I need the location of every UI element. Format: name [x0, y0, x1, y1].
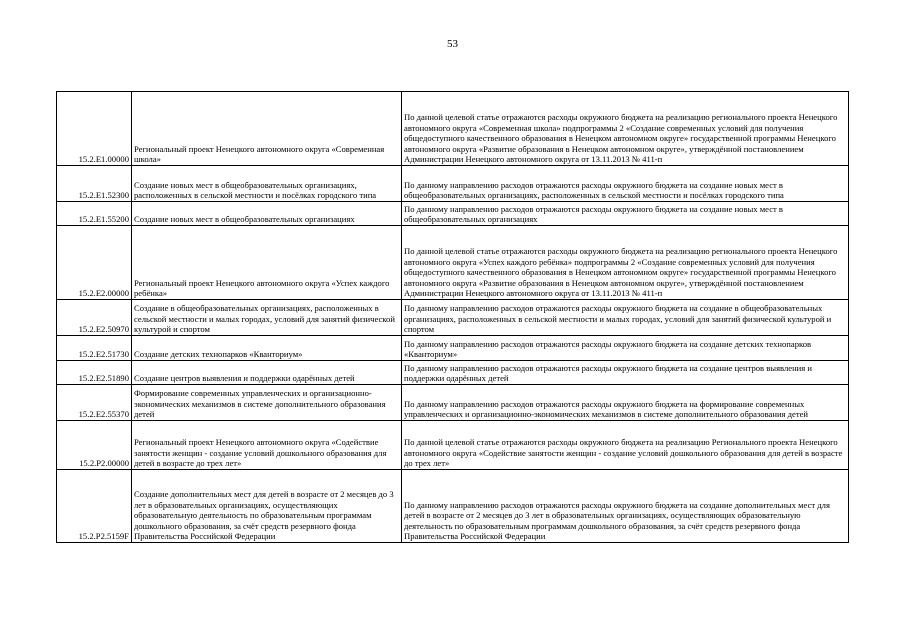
target-article-name: Создание новых мест в общеобразовательных организациях, расположенных в сельской местности и посёлках городского типа — [132, 166, 402, 202]
target-article-code: 15.2.E1.55200 — [57, 202, 132, 226]
table-row — [57, 202, 849, 226]
target-article-description: По данному направлению расходов отражаются расходы окружного бюджета на создание новых мест в общеобразовательных организациях — [402, 202, 849, 226]
target-article-code: 15.2.E1.52300 — [57, 166, 132, 202]
table-row — [57, 361, 849, 385]
target-article-code: 15.2.P2.5159F — [57, 470, 132, 543]
target-article-name: Формирование современных управленческих и организационно-экономических механизмов в системе дополнительного образования детей — [132, 385, 402, 421]
table-row — [57, 92, 849, 166]
target-article-code: 15.2.E2.00000 — [57, 226, 132, 300]
table-row — [57, 336, 849, 361]
target-article-name: Региональный проект Ненецкого автономного округа «Успех каждого ребёнка» — [132, 226, 402, 300]
target-article-description: По данной целевой статье отражаются расходы окружного бюджета на реализацию регионального проекта Ненецкого автономного округа «Успех каждого ребёнка» подпрограммы 2 «Создание современных условий для получения общедоступного качественного образования в Ненецком автономном округе» государственной программы Ненецкого автономного округа «Развитие образования в Ненецком автономном округе», утверждённой постановлением Администрации Ненецкого автономного округа от 13.11.2013 № 411-п — [402, 226, 849, 300]
target-article-name: Создание дополнительных мест для детей в возрасте от 2 месяцев до 3 лет в образовательных организациях, осуществляющих образовательную деятельность по образовательным программам дошкольного образования, за счёт средств резервного фонда Правительства Российской Федерации — [132, 470, 402, 543]
table-row — [57, 421, 849, 470]
target-article-name: Региональный проект Ненецкого автономного округа «Современная школа» — [132, 92, 402, 166]
page-number: 53 — [447, 38, 458, 50]
table-row — [57, 385, 849, 421]
target-article-description: По данному направлению расходов отражаются расходы окружного бюджета на формирование современных управленческих и организационно-экономических механизмов в системе дополнительного образования детей — [402, 385, 849, 421]
table-row — [57, 470, 849, 543]
table-row — [57, 300, 849, 336]
target-article-name: Создание в общеобразовательных организациях, расположенных в сельской местности и малых городах, условий для занятий физической культурой и спортом — [132, 300, 402, 336]
budget-classification-table — [56, 91, 849, 543]
target-article-code: 15.2.P2.00000 — [57, 421, 132, 470]
target-article-description: По данному направлению расходов отражаются расходы окружного бюджета на создание дополнительных мест для детей в возрасте от 2 месяцев до 3 лет в образовательных организациях, осуществляющих образовательную деятельность по образовательным программам дошкольного образования, за счёт средств резервного фонда Правительства Российской Федерации — [402, 470, 849, 543]
target-article-code: 15.2.E2.55370 — [57, 385, 132, 421]
target-article-name: Региональный проект Ненецкого автономного округа «Содействие занятости женщин - создание условий дошкольного образования для детей в возрасте до трех лет» — [132, 421, 402, 470]
target-article-description: По данному направлению расходов отражаются расходы окружного бюджета на создание центров выявления и поддержки одарённых детей — [402, 361, 849, 385]
target-article-name: Создание детских технопарков «Кванториум» — [132, 336, 402, 361]
target-article-description: По данному направлению расходов отражаются расходы окружного бюджета на создание новых мест в общеобразовательных организациях, расположенных в сельской местности и посёлках городского типа — [402, 166, 849, 202]
table-row — [57, 166, 849, 202]
target-article-code: 15.2.E1.00000 — [57, 92, 132, 166]
target-article-description: По данной целевой статье отражаются расходы окружного бюджета на реализацию Регионального проекта Ненецкого автономного округа «Содействие занятости женщин - создание условий дошкольного образования для детей в возрасте до трех лет» — [402, 421, 849, 470]
target-article-description: По данному направлению расходов отражаются расходы окружного бюджета на создание детских технопарков «Кванториум» — [402, 336, 849, 361]
target-article-description: По данной целевой статье отражаются расходы окружного бюджета на реализацию регионального проекта Ненецкого автономного округа «Современная школа» подпрограммы 2 «Создание современных условий для получения общедоступного качественного образования в Ненецком автономном округе» государственной программы Ненецкого автономного округа «Развитие образования в Ненецком автономном округе», утверждённой постановлением Администрации Ненецкого автономного округа от 13.11.2013 № 411-п — [402, 92, 849, 166]
target-article-description: По данному направлению расходов отражаются расходы окружного бюджета на создание в общеобразовательных организациях, расположенных в сельской местности и малых городах, условий для занятий физической культурой и спортом — [402, 300, 849, 336]
table-row — [57, 226, 849, 300]
target-article-name: Создание новых мест в общеобразовательных организациях — [132, 202, 402, 226]
target-article-code: 15.2.E2.51730 — [57, 336, 132, 361]
target-article-code: 15.2.E2.50970 — [57, 300, 132, 336]
target-article-name: Создание центров выявления и поддержки одарённых детей — [132, 361, 402, 385]
target-article-code: 15.2.E2.51890 — [57, 361, 132, 385]
